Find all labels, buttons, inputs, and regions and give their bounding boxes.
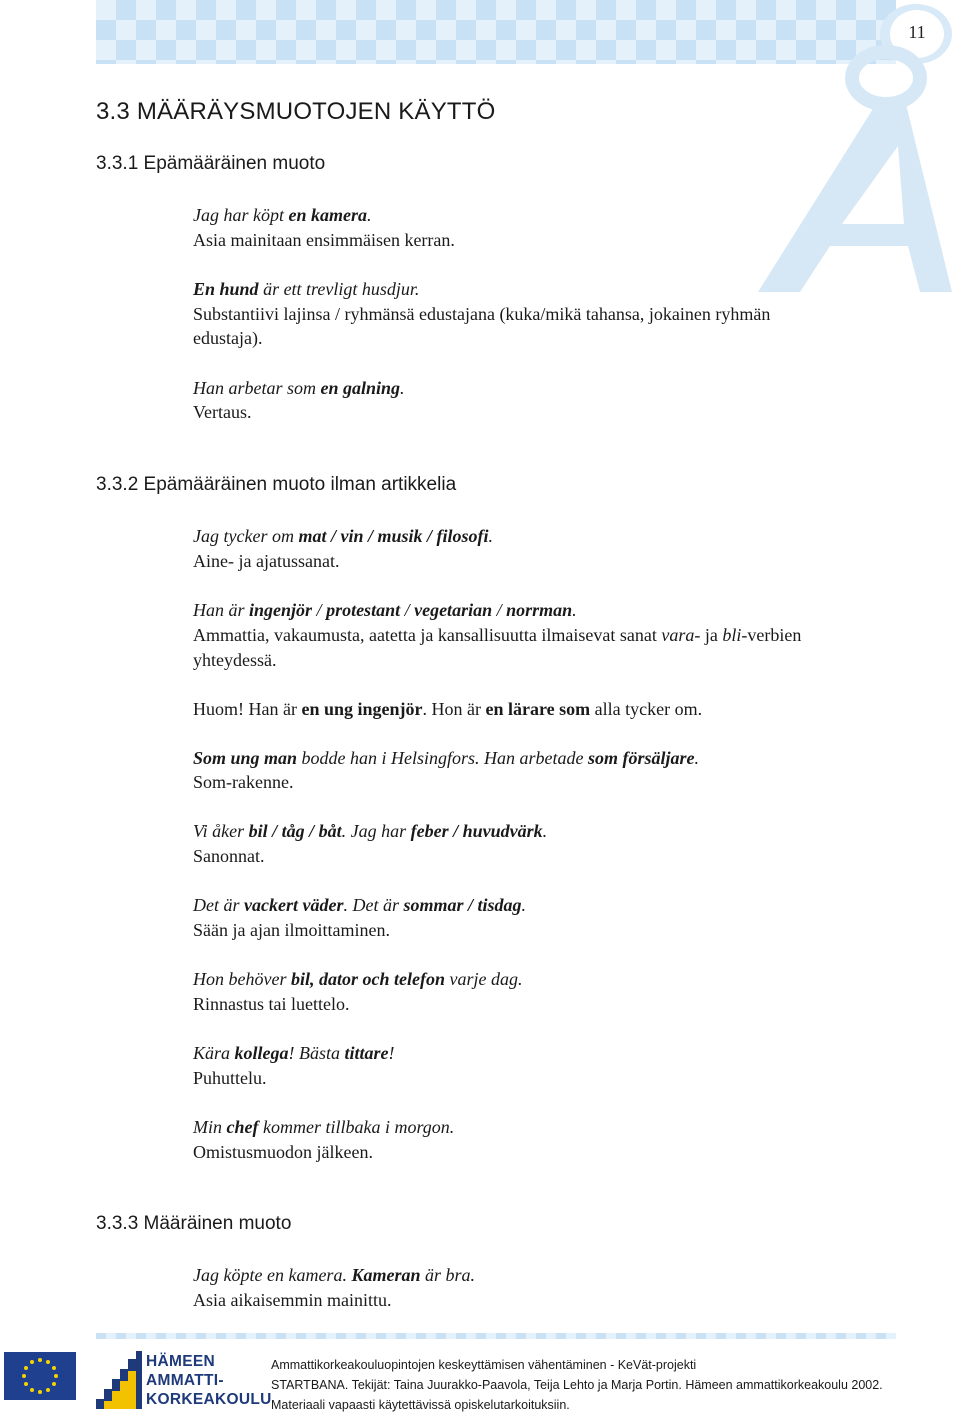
explanation-line: Vertaus. [193, 402, 252, 422]
section-title: 3.3 MÄÄRÄYSMUOTOJEN KÄYTTÖ [96, 98, 496, 125]
footer-license-line: Materiaali vapaasti käytettävissä opiskelutarkoituksiin. [271, 1398, 570, 1412]
explanation-line: Aine- ja ajatussanat. [193, 551, 340, 571]
example-line: Som ung man bodde han i Helsingfors. Han arbetade som försäljare. [193, 748, 700, 768]
explanation-line: yhteydessä. [193, 650, 277, 670]
eu-flag-icon [4, 1352, 76, 1400]
watermark-letter-a-ring-icon [738, 34, 958, 304]
explanation-line: Substantiivi lajinsa / ryhmänsä edustajana (kuka/mikä tahansa, jokainen ryhmän [193, 304, 771, 324]
explanation-line: Sään ja ajan ilmoittaminen. [193, 920, 390, 940]
explanation-line: Asia aikaisemmin mainittu. [193, 1290, 392, 1310]
example-line: Jag tycker om mat / vin / musik / filosofi. [193, 526, 493, 546]
explanation-line: Asia mainitaan ensimmäisen kerran. [193, 230, 455, 250]
example-line: Jag har köpt en kamera. [193, 205, 372, 225]
example-line: Hon behöver bil, dator och telefon varje dag. [193, 969, 523, 989]
example-line: Han arbetar som en galning. [193, 378, 405, 398]
example-line: Min chef kommer tillbaka i morgon. [193, 1117, 455, 1137]
example-line: Det är vackert väder. Det är sommar / tisdag. [193, 895, 526, 915]
subsection-title-1: 3.3.1 Epämääräinen muoto [96, 153, 326, 174]
explanation-line: Omistusmuodon jälkeen. [193, 1142, 373, 1162]
subsection-title-3: 3.3.3 Määräinen muoto [96, 1213, 292, 1234]
explanation-line: Puhuttelu. [193, 1068, 267, 1088]
footer-rule [96, 1333, 896, 1339]
footer-authors-line: STARTBANA. Tekijät: Taina Juurakko-Paavola, Teija Lehto ja Marja Portin. Hämeen ammattikorkeakoulu 2002. [271, 1378, 883, 1392]
explanation-line: edustaja). [193, 328, 263, 348]
example-line: Han är ingenjör / protestant / vegetarian / norrman. [193, 600, 577, 620]
example-line: Kära kollega! Bästa tittare! [193, 1043, 395, 1063]
example-line: Jag köpte en kamera. Kameran är bra. [193, 1265, 475, 1285]
footer-credits [271, 1355, 883, 1415]
subsection-title-2: 3.3.2 Epämääräinen muoto ilman artikkelia [96, 474, 457, 495]
example-line: En hund är ett trevligt husdjur. [193, 279, 420, 299]
explanation-line: Rinnastus tai luettelo. [193, 994, 350, 1014]
footer-project-line: Ammattikorkeakouluopintojen keskeyttämisen vähentäminen - KeVät-projekti [271, 1358, 697, 1372]
explanation-line: Ammattia, vakaumusta, aatetta ja kansallisuutta ilmaisevat sanat vara- ja bli-verbien [193, 625, 802, 645]
explanation-line: Sanonnat. [193, 846, 265, 866]
hamk-logo-text: HÄMEEN AMMATTI- KORKEAKOULU [146, 1353, 272, 1408]
explanation-line: Som-rakenne. [193, 772, 294, 792]
page-number: 11 [908, 22, 926, 42]
note-line: Huom! Han är en ung ingenjör. Hon är en lärare som alla tycker om. [193, 699, 703, 719]
example-line: Vi åker bil / tåg / båt. Jag har feber / huvudvärk. [193, 821, 548, 841]
